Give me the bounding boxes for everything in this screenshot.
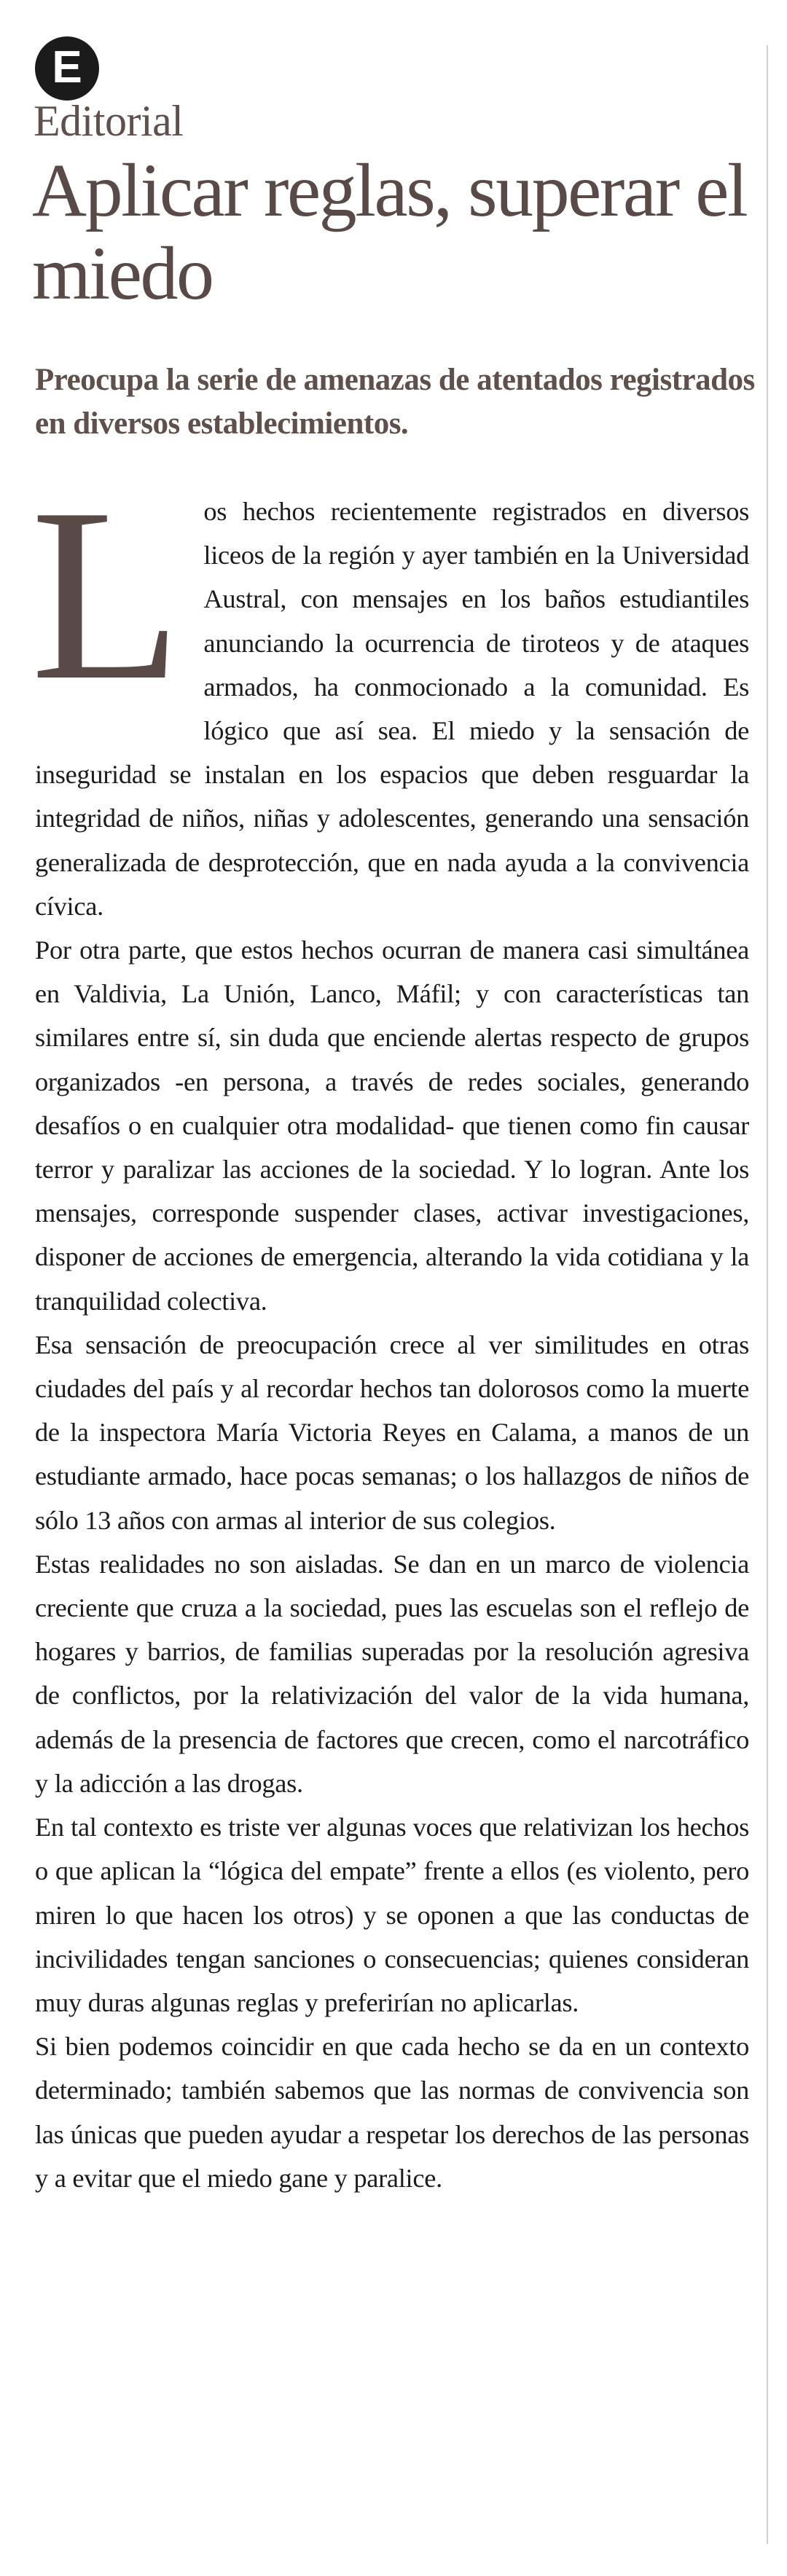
paragraph-5: En tal contexto es triste ver algunas voces que relativizan los hechos o que aplican la “lógica del empate” frente a ellos (es violento, pero miren lo que hacen los otros) y se oponen a que las conductas de incivilidades tengan sanciones o consecuencias; quienes consideran muy duras algunas reglas y preferirían no aplicarlas.: [35, 1813, 749, 2017]
deck-subtitle: Preocupa la serie de amenazas de atentados registrados en diversos establecimientos.: [35, 363, 755, 441]
paragraph-1-text: os hechos recientemente registrados en diversos liceos de la región y ayer también en la Universidad Austral, con mensajes en los baños estudiantiles anunciando la ocurrencia de tiroteos y de ataques armados, ha conmocionado a la comunidad. Es lógico que así sea. El miedo y la sensación de inseguridad se instalan en los espacios que deben resguardar la integridad de niños, niñas y adolescentes, generando una sensación generalizada de desprotección, que en nada ayuda a la convivencia cívica.: [35, 497, 749, 921]
headline: Aplicar reglas, superar el miedo: [32, 149, 747, 315]
section-label: Editorial: [34, 97, 184, 145]
drop-cap: L: [31, 457, 182, 731]
paragraph-4: Estas realidades no son aisladas. Se dan en un marco de violencia creciente que cruza a la sociedad, pues las escuelas son el reflejo de hogares y barrios, de familias superadas por la resolución agresiva de conflictos, por la relativización del valor de la vida humana, además de la presencia de factores que crecen, como el narcotráfico y la adicción a las drogas.: [35, 1549, 749, 1798]
column-divider: [767, 45, 768, 2544]
paragraph-6: Si bien podemos coincidir en que cada hecho se da en un contexto determinado; también sabemos que las normas de convivencia son las únicas que pueden ayudar a respetar los derechos de las personas y a evitar que el miedo gane y paralice.: [35, 2032, 749, 2193]
article-body: [31, 457, 749, 2200]
editorial-badge-icon: [35, 36, 99, 101]
paragraph-1: [31, 457, 749, 928]
badge-letter: E: [52, 42, 82, 93]
paragraph-3: Esa sensación de preocupación crece al ver similitudes en otras ciudades del país y al recordar hechos tan dolorosos como la muerte de la inspectora María Victoria Reyes en Calama, a manos de un estudiante armado, hace pocas semanas; o los hallazgos de niños de sólo 13 años con armas al interior de sus colegios.: [35, 1330, 749, 1535]
paragraph-2: Por otra parte, que estos hechos ocurran de manera casi simultánea en Valdivia, La Unión, Lanco, Máfil; y con características tan similares entre sí, sin duda que enciende alertas respecto de grupos organizados -en persona, a través de redes sociales, generando desafíos o en cualquier otra modalidad- que tienen como fin causar terror y paralizar las acciones de la sociedad. Y lo logran. Ante los mensajes, corresponde suspender clases, activar investigaciones, disponer de acciones de emergencia, alterando la vida cotidiana y la tranquilidad colectiva.: [35, 935, 749, 1316]
